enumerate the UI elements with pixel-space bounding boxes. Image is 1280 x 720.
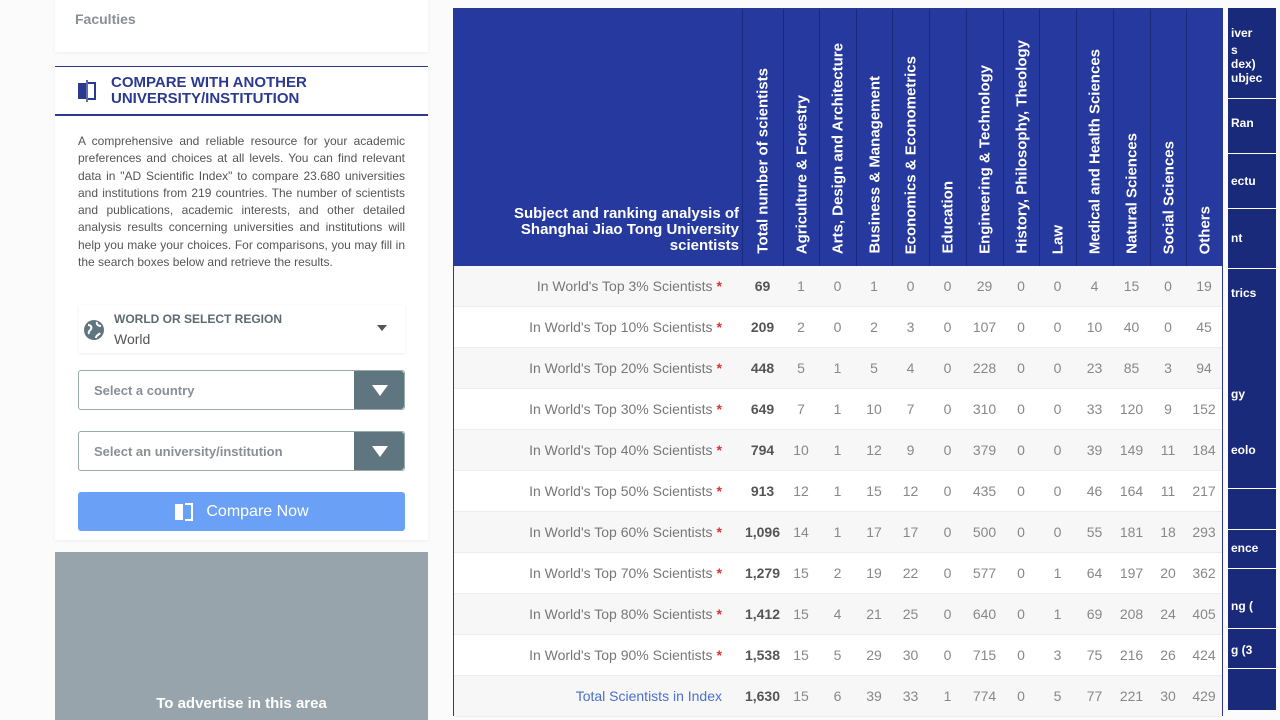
table-cell: 0 [1017,442,1025,458]
table-cell: 0 [1017,524,1025,540]
table-cell: 12 [902,483,919,499]
column-header [742,9,783,266]
compare-title-1: COMPARE WITH ANOTHER [111,73,307,91]
row-label [529,401,722,417]
table-cell: 25 [902,606,919,622]
compare-panel [55,66,428,540]
row-label-text: In World's Top 70% Scientists [529,565,713,581]
column-header-label: Engineering & Technology [976,65,994,254]
overlay-fragment: iver [1231,26,1253,40]
asterisk-mark: * [716,647,722,663]
column-header [929,9,966,266]
country-select[interactable] [78,370,405,410]
row-label [529,524,722,540]
table-cell: 362 [1192,565,1216,581]
table-cell: 794 [750,442,775,458]
table-cell: 405 [1192,606,1216,622]
table-cell: 2 [870,319,878,335]
table-cell: 17 [866,524,882,540]
table-cell: 5 [833,647,842,663]
overlay-fragment: ubjec [1231,71,1263,85]
table-cell: 379 [972,442,997,458]
table-cell: 12 [793,483,809,499]
asterisk-mark: * [716,524,722,540]
table-row [454,553,1222,594]
table-cell: 7 [797,401,805,417]
table-cell: 1,279 [744,565,781,581]
table-cell: 0 [943,524,952,540]
table-cell: 2 [833,565,842,581]
table-cell: 19 [866,565,882,581]
column-header-label: Total number of scientists [754,68,772,254]
table-cell: 1 [1053,565,1062,581]
table-cell: 293 [1192,524,1216,540]
table-cell: 4 [1090,278,1099,294]
table-cell: 1,538 [744,647,781,663]
table-cell: 1 [833,360,842,376]
table-cell: 1,630 [744,688,781,704]
table-cell: 26 [1160,647,1176,663]
table-cell: 0 [1053,319,1062,335]
table-cell: 577 [972,565,997,581]
asterisk-mark: * [716,483,722,499]
divider [1228,628,1276,629]
column-header [1076,9,1113,266]
column-header [892,9,929,266]
column-header [783,9,819,266]
table-cell: 3 [1053,647,1062,663]
table-cell: 15 [793,606,809,622]
table-cell: 85 [1123,360,1140,376]
overlay-fragment: ence [1231,541,1259,555]
table-cell: 33 [902,688,919,704]
overlay-fragment: nt [1231,231,1243,245]
table-cell: 0 [943,606,952,622]
table-cell: 5 [1053,688,1062,704]
table-cell: 6 [833,688,842,704]
table-cell: 20 [1160,565,1176,581]
row-label-text: In World's Top 20% Scientists [529,360,713,376]
table-cell: 164 [1119,483,1144,499]
column-header-label: Education [939,181,957,254]
divider [1228,98,1276,99]
divider [1228,208,1276,209]
table-cell: 3 [906,319,915,335]
table-cell: 221 [1119,688,1144,704]
table-cell: 0 [1164,319,1172,335]
table-cell: 39 [1086,442,1103,458]
table-cell: 913 [750,483,775,499]
caret-down-icon [372,446,388,457]
table-cell: 14 [793,524,809,540]
table-cell: 12 [866,442,882,458]
table-cell: 4 [906,360,915,376]
table-title: Subject and ranking analysis of Shanghai Jiao Tong University scientists [513,205,739,254]
row-label [529,360,722,376]
table-cell: 75 [1086,647,1103,663]
table-cell: 1,412 [744,606,781,622]
row-label [529,606,722,622]
table-cell: 55 [1086,524,1103,540]
table-cell: 46 [1086,483,1103,499]
table-cell: 0 [1017,647,1025,663]
table-cell: 0 [1164,278,1172,294]
divider [1228,529,1276,530]
row-label [529,442,722,458]
asterisk-mark: * [716,401,722,417]
table-cell: 69 [754,278,771,294]
column-header [1186,9,1222,266]
caret-down-icon [372,385,388,396]
region-value: World [114,331,151,347]
column-header-label: Natural Sciences [1123,133,1141,254]
table-cell: 15 [793,688,809,704]
row-label-text: In World's Top 10% Scientists [529,319,713,335]
table-cell: 640 [972,606,997,622]
faculties-label[interactable]: Faculties [75,11,136,27]
column-header-label: Agriculture & Forestry [793,94,810,254]
column-header-label: Economics & Econometrics [902,55,920,254]
table-cell: 0 [943,360,952,376]
table-cell: 0 [943,278,952,294]
column-header-label: Others [1196,205,1213,254]
divider [1228,268,1276,269]
country-dropdown-button[interactable] [354,371,404,409]
table-cell: 120 [1119,401,1144,417]
table-cell: 2 [797,319,805,335]
divider [1228,153,1276,154]
table-cell: 0 [833,319,842,335]
overlay-fragment: Ran [1231,116,1254,130]
table-cell: 64 [1086,565,1103,581]
row-label [529,647,722,663]
table-cell: 77 [1086,688,1103,704]
asterisk-mark: * [716,360,722,376]
overlay-fragment: g (3 [1231,643,1253,657]
row-label-text: In World's Top 50% Scientists [529,483,713,499]
table-cell: 0 [1053,401,1062,417]
compare-header [55,67,428,116]
row-label-text: In World's Top 30% Scientists [529,401,713,417]
globe-icon [83,319,105,341]
table-cell: 0 [1017,278,1025,294]
table-cell: 107 [972,319,997,335]
table-cell: 0 [1017,565,1025,581]
row-label [537,278,722,294]
institution-placeholder: Select an university/institution [94,444,283,459]
table-cell: 424 [1192,647,1216,663]
table-cell: 5 [870,360,878,376]
table-cell: 7 [906,401,915,417]
compare-title-2: UNIVERSITY/INSTITUTION [111,89,300,107]
table-cell: 216 [1119,647,1144,663]
asterisk-mark: * [716,565,722,581]
table-cell: 5 [797,360,805,376]
column-header-label: Law [1049,224,1067,254]
overlay-fragment: trics [1231,286,1257,300]
table-cell: 9 [906,442,915,458]
table-cell: 181 [1119,524,1144,540]
table-header [454,9,1222,266]
table-row [454,307,1222,348]
column-header [1113,9,1150,266]
table-cell: 11 [1160,483,1176,499]
table-cell: 715 [972,647,997,663]
table-row [454,348,1222,389]
column-header-label: Business & Management [866,76,883,254]
table-cell: 15 [793,565,809,581]
table-row [454,430,1222,471]
overlay-fragment: gy [1231,387,1246,401]
row-label [529,319,722,335]
table-cell: 0 [1017,360,1025,376]
table-cell: 0 [943,442,952,458]
table-cell: 1 [797,278,805,294]
table-cell: 23 [1086,360,1103,376]
table-cell: 0 [1053,483,1062,499]
compare-icon [174,501,194,523]
row-label [529,565,722,581]
table-cell: 45 [1196,319,1212,335]
table-cell: 435 [972,483,997,499]
table-cell: 30 [1160,688,1176,704]
table-cell: 0 [1053,360,1062,376]
row-label-text: In World's Top 90% Scientists [529,647,713,663]
table-row [454,512,1222,553]
table-cell: 0 [1017,483,1025,499]
institution-dropdown-button[interactable] [354,432,404,470]
compare-now-label: Compare Now [206,502,309,520]
table-cell: 4 [833,606,842,622]
table-row [454,266,1222,307]
table-cell: 94 [1196,360,1212,376]
table-cell: 0 [1053,278,1062,294]
table-cell: 10 [793,442,809,458]
table-cell: 0 [906,278,915,294]
overlay-strip [1228,8,1276,710]
chevron-down-icon [377,325,387,331]
table-cell: 0 [1017,401,1025,417]
table-cell: 19 [1196,278,1212,294]
overlay-fragment: ectu [1231,174,1256,188]
table-cell: 33 [1086,401,1103,417]
row-label-text: In World's Top 40% Scientists [529,442,713,458]
table-cell: 1 [1053,606,1062,622]
table-cell: 500 [972,524,997,540]
compare-description: A comprehensive and reliable resource for your academic preferences and choices at all levels. You can find relevant data in "AD Scientific Index" to compare 23.680 universities and institutions from 219 countries. The number of scientists and publications, academic interests, and other detailed analysis results concerning universities and institutions will help you make your choices. For comparisons, you may fill in the search boxes below and retrieve the results. [78,134,405,270]
asterisk-mark: * [716,319,722,335]
column-header [1003,9,1039,266]
table-cell: 208 [1119,606,1144,622]
table-cell: 15 [866,483,882,499]
overlay-fragment: s [1231,43,1238,57]
faculties-card[interactable] [55,0,428,52]
table-cell: 17 [902,524,919,540]
row-label[interactable] [576,688,722,704]
table-cell: 152 [1192,401,1216,417]
ad-text: To advertise in this area [156,695,327,712]
row-label-text: In World's Top 80% Scientists [529,606,713,622]
table-cell: 0 [1017,606,1025,622]
compare-now-button[interactable] [78,492,405,531]
table-cell: 1 [833,442,842,458]
overlay-fragment: dex) [1231,57,1256,71]
table-cell: 1,096 [744,524,781,540]
divider [1228,488,1276,489]
table-cell: 10 [866,401,882,417]
column-header-label: History, Philosophy, Theology [1013,40,1030,254]
table-cell: 0 [943,565,952,581]
table-row [454,635,1222,676]
table-cell: 209 [750,319,775,335]
column-header-label: Social Sciences [1160,140,1177,254]
table-cell: 310 [972,401,997,417]
row-label-text: In World's Top 3% Scientists [536,278,713,294]
asterisk-mark: * [716,442,722,458]
institution-select[interactable] [78,431,405,471]
column-header [1039,9,1076,266]
table-cell: 1 [833,524,842,540]
region-select[interactable] [79,305,405,353]
advertisement-area[interactable] [55,552,428,720]
table-cell: 0 [943,483,952,499]
table-cell: 10 [1086,319,1103,335]
column-header-label: Medical and Health Sciences [1086,48,1104,254]
table-cell: 15 [1123,278,1140,294]
table-cell: 149 [1119,442,1144,458]
table-cell: 1 [833,401,842,417]
overlay-fragment: ng ( [1231,599,1253,613]
table-cell: 1 [833,483,842,499]
table-row [454,471,1222,512]
table-cell: 40 [1123,319,1140,335]
asterisk-mark: * [716,606,722,622]
region-label: WORLD OR SELECT REGION [114,312,282,326]
table-cell: 21 [866,606,882,622]
table-cell: 0 [943,647,952,663]
table-cell: 0 [943,401,952,417]
table-cell: 30 [902,647,919,663]
table-cell: 22 [902,565,919,581]
divider [1228,568,1276,569]
table-row [454,594,1222,635]
table-cell: 0 [1017,319,1025,335]
table-cell: 429 [1192,688,1216,704]
subject-ranking-table [453,8,1223,716]
divider [1228,668,1276,669]
table-cell: 774 [972,688,997,704]
table-cell: 39 [866,688,882,704]
row-label-text: Total Scientists in Index [575,688,722,704]
asterisk-mark: * [716,278,722,294]
column-header [856,9,892,266]
table-row [454,389,1222,430]
table-cell: 217 [1192,483,1216,499]
table-cell: 24 [1160,606,1176,622]
column-header-label: Arts, Design and Architecture [829,42,847,254]
table-cell: 0 [833,278,842,294]
overlay-fragment: eolo [1231,443,1256,457]
row-label-text: In World's Top 60% Scientists [529,524,713,540]
table-cell: 3 [1164,360,1172,376]
table-row [454,676,1222,717]
table-cell: 649 [750,401,775,417]
table-cell: 0 [1053,442,1062,458]
table-cell: 448 [750,360,775,376]
table-cell: 1 [870,278,878,294]
table-cell: 228 [972,360,997,376]
column-header [1150,9,1186,266]
table-cell: 11 [1160,442,1176,458]
table-cell: 1 [943,688,952,704]
column-header [819,9,856,266]
table-cell: 15 [793,647,809,663]
column-header [966,9,1003,266]
table-cell: 69 [1086,606,1103,622]
table-cell: 184 [1192,442,1216,458]
table-cell: 0 [1017,688,1025,704]
table-cell: 9 [1164,401,1172,417]
row-label [529,483,722,499]
table-cell: 0 [943,319,952,335]
table-cell: 29 [976,278,993,294]
table-cell: 197 [1119,565,1144,581]
compare-icon [77,80,97,102]
table-cell: 29 [866,647,882,663]
country-placeholder: Select a country [94,383,195,398]
table-cell: 0 [1053,524,1062,540]
table-cell: 18 [1160,524,1176,540]
